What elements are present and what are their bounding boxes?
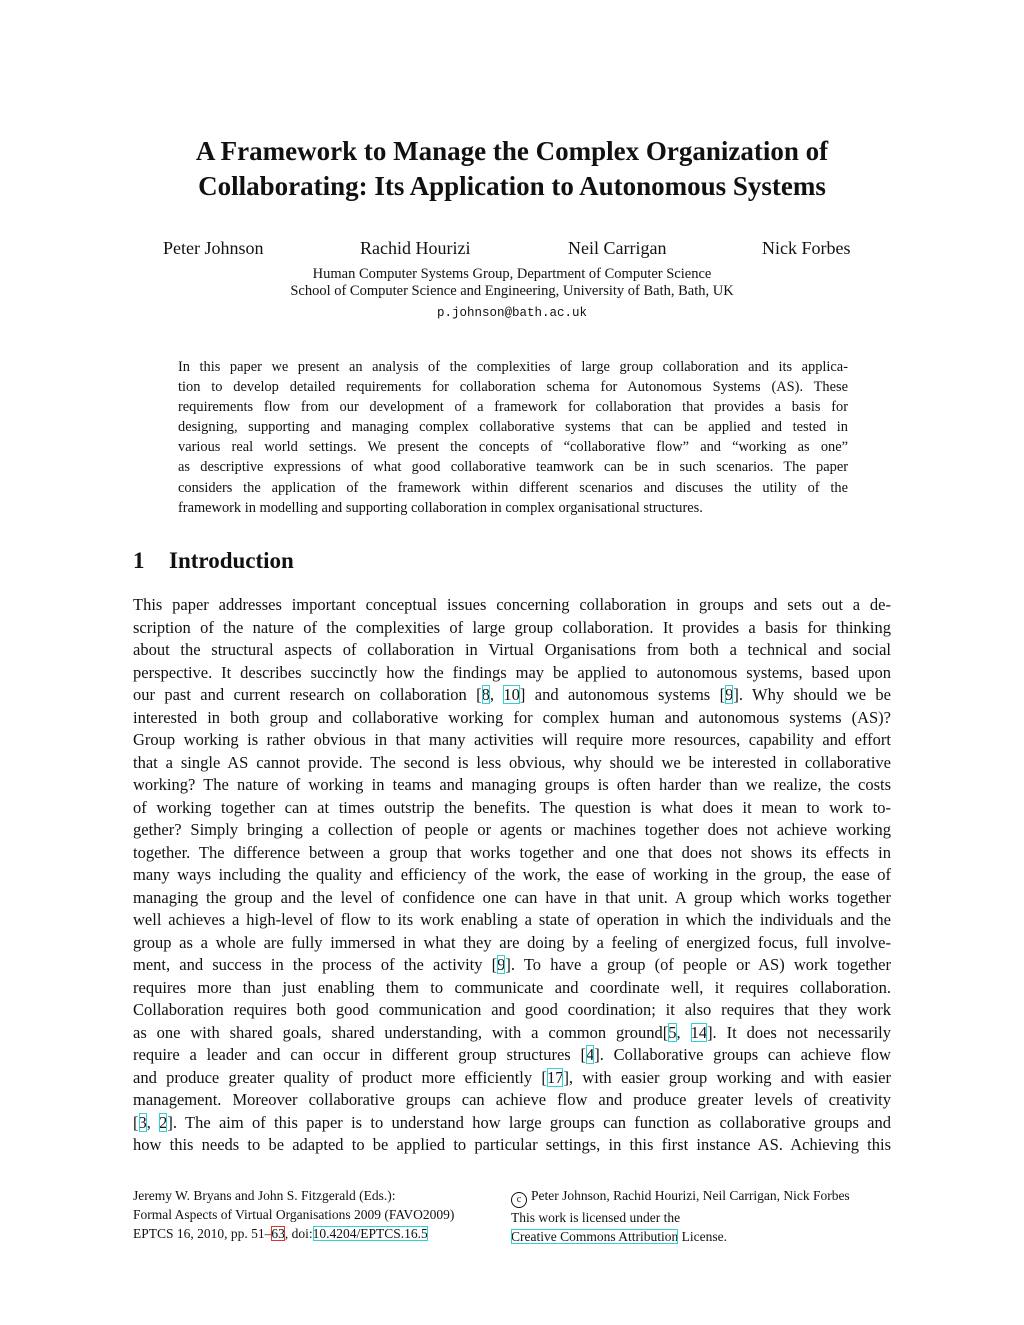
text-run: , bbox=[676, 1022, 691, 1042]
citation-link[interactable]: 17 bbox=[546, 1067, 564, 1087]
text-run: ], with easier group working and with easier bbox=[563, 1067, 891, 1087]
citation-link[interactable]: 10 bbox=[503, 685, 520, 704]
body-line: many ways including the quality and efficiency of the work, the ease of working in the group, the ease of bbox=[133, 865, 891, 884]
body-line: group as a whole are fully immersed in what they are doing by a feeling of energized focus, full involve- bbox=[133, 932, 891, 952]
text-run: our past and current research on collaboration [ bbox=[133, 685, 482, 704]
body-line: perspective. It describes succinctly how the findings may be applied to autonomous systems, based upon bbox=[133, 662, 891, 682]
copyright-holders: Peter Johnson, Rachid Hourizi, Neil Carrigan, Nick Forbes bbox=[531, 1188, 850, 1203]
body-line bbox=[133, 1044, 891, 1067]
body-line: Group working is rather obvious in that many activities will require more resources, capability and effort bbox=[133, 730, 891, 749]
body-line: together. The difference between a group that works together and one that does not shows its effects in bbox=[133, 842, 891, 862]
citation-link[interactable]: 9 bbox=[725, 685, 734, 704]
body-line bbox=[133, 954, 891, 977]
author-name: Peter Johnson bbox=[163, 238, 264, 258]
body-line bbox=[133, 684, 891, 707]
text-run: ] and autonomous systems [ bbox=[519, 685, 726, 704]
citation-link[interactable]: 2 bbox=[159, 1112, 168, 1132]
footer-pages bbox=[133, 1224, 454, 1243]
author-list bbox=[0, 238, 1024, 262]
license-text: This work is licensed under the bbox=[511, 1210, 681, 1225]
text-run: ment, and success in the process of the activity [ bbox=[133, 955, 498, 974]
text-run: , doi: bbox=[284, 1226, 313, 1241]
body-line: how this needs to be adapted to be applied to particular settings, in this first instance AS. Achieving this bbox=[133, 1135, 891, 1154]
text-run: License. bbox=[678, 1229, 727, 1244]
section-title: Introduction bbox=[169, 548, 294, 573]
copyright-icon: c bbox=[511, 1192, 527, 1208]
citation-link[interactable]: 9 bbox=[497, 955, 506, 974]
text-run: ]. To have a group (of people or AS) work together bbox=[505, 955, 892, 974]
citation-link[interactable]: 8 bbox=[481, 685, 490, 704]
affiliation bbox=[0, 266, 1024, 322]
author-email: p.johnson@bath.ac.uk bbox=[436, 306, 588, 320]
affiliation-line-1: Human Computer Systems Group, Department of Computer Science bbox=[312, 266, 712, 282]
body-line: of working together can at times outstrip the benefits. The question is what does it mean to work to- bbox=[133, 797, 891, 817]
abstract bbox=[178, 357, 848, 518]
footer-copyright bbox=[511, 1186, 850, 1208]
text-run: require a leader and can occur in different group structures [ bbox=[133, 1045, 586, 1064]
citation-link[interactable]: 4 bbox=[585, 1045, 595, 1064]
text-run: ]. Why should we be bbox=[733, 685, 892, 704]
license-line bbox=[511, 1227, 850, 1246]
body-line bbox=[133, 1067, 891, 1090]
body-line: working? The nature of working in teams and managing groups is often harder than we realize, the costs bbox=[133, 775, 891, 794]
last-page-link[interactable]: 63 bbox=[271, 1226, 285, 1241]
footer-editors: Jeremy W. Bryans and John S. Fitzgerald (Eds.): bbox=[133, 1188, 396, 1203]
author-name: Neil Carrigan bbox=[568, 238, 667, 258]
body-line: management. Moreover collaborative groups can achieve flow and produce greater levels of creativity bbox=[133, 1090, 891, 1109]
author-name: Rachid Hourizi bbox=[360, 238, 471, 258]
abstract-line: In this paper we present an analysis of the complexities of large group collaboration and its applica- bbox=[178, 359, 848, 375]
body-line: well achieves a high-level of flow to its work enabling a state of operation in which the individuals and the bbox=[133, 910, 891, 929]
footer-citation bbox=[133, 1186, 454, 1243]
abstract-line: as descriptive expressions of what good collaborative teamwork can be in such scenarios. The paper bbox=[178, 459, 848, 476]
license-link[interactable]: Creative Commons Attribution bbox=[511, 1229, 679, 1244]
body-line: scription of the nature of the complexities of large group collaboration. It provides a basis for thinking bbox=[133, 617, 891, 637]
abstract-line: considers the application of the framework within different scenarios and discuses the utility of the bbox=[178, 479, 848, 496]
body-line: Collaboration requires both good communication and good coordination; it also requires that they work bbox=[133, 1000, 891, 1019]
footer-license bbox=[511, 1186, 850, 1246]
body-line: that a single AS cannot provide. The second is less obvious, why should we be interested in collaborative bbox=[133, 752, 891, 772]
body-line: requires more than just enabling them to communicate and coordinate well, it requires collaboration. bbox=[133, 977, 891, 997]
doi-link[interactable]: 10.4204/EPTCS.16.5 bbox=[312, 1226, 428, 1241]
text-run: as one with shared goals, shared understanding, with a common ground[ bbox=[133, 1022, 669, 1042]
abstract-line: designing, supporting and managing complex collaborative systems that can be applied and tested in bbox=[178, 419, 848, 436]
body-text bbox=[133, 594, 891, 1157]
citation-link[interactable]: 3 bbox=[138, 1112, 147, 1132]
abstract-line: tion to develop detailed requirements for collaboration schema for Autonomous Systems (AS). These bbox=[178, 379, 848, 396]
text-run: ]. Collaborative groups can achieve flow bbox=[594, 1045, 891, 1064]
citation-link[interactable]: 14 bbox=[690, 1022, 708, 1042]
footer-proceedings: Formal Aspects of Virtual Organisations 2009 (FAVO2009) bbox=[133, 1207, 455, 1222]
body-line: about the structural aspects of collaboration in Virtual Organisations from both a technical and social bbox=[133, 640, 891, 659]
body-line: managing the group and the level of confidence one can have in that unit. A group which works together bbox=[133, 887, 891, 907]
text-run: , bbox=[489, 685, 504, 704]
affiliation-line-2: School of Computer Science and Engineering, University of Bath, Bath, UK bbox=[290, 283, 734, 299]
title-line-2: Collaborating: Its Application to Autonomous Systems bbox=[198, 171, 826, 201]
body-line: gether? Simply bringing a collection of people or agents or machines together does not achieve working bbox=[133, 820, 891, 839]
text-run: ]. The aim of this paper is to understand how large groups can function as collaborative groups and bbox=[167, 1112, 892, 1132]
section-number: 1 bbox=[133, 548, 145, 573]
paper-title bbox=[0, 134, 1024, 204]
text-run: EPTCS 16, 2010, pp. 51– bbox=[133, 1226, 272, 1241]
text-run: and produce greater quality of product more efficiently [ bbox=[133, 1067, 547, 1087]
text-run: [ bbox=[133, 1112, 139, 1132]
body-line: This paper addresses important conceptual issues concerning collaboration in groups and sets out a de- bbox=[133, 595, 891, 614]
author-name: Nick Forbes bbox=[762, 238, 851, 258]
abstract-line: framework in modelling and supporting collaboration in complex organisational structures. bbox=[178, 499, 703, 516]
body-line bbox=[133, 1022, 891, 1045]
abstract-line: requirements flow from our development of a framework for collaboration that provides a basis for bbox=[178, 399, 848, 416]
citation-link[interactable]: 5 bbox=[668, 1022, 677, 1042]
text-run: , bbox=[146, 1112, 160, 1132]
section-heading bbox=[133, 548, 294, 574]
abstract-line: various real world settings. We present the concepts of “collaborative flow” and “working as one” bbox=[178, 439, 848, 456]
body-line bbox=[133, 1112, 891, 1135]
text-run: ]. It does not necessarily bbox=[707, 1022, 892, 1042]
title-line-1: A Framework to Manage the Complex Organization of bbox=[195, 136, 829, 166]
body-line: interested in both group and collaborative working for complex human and autonomous systems (AS)? bbox=[133, 707, 891, 727]
